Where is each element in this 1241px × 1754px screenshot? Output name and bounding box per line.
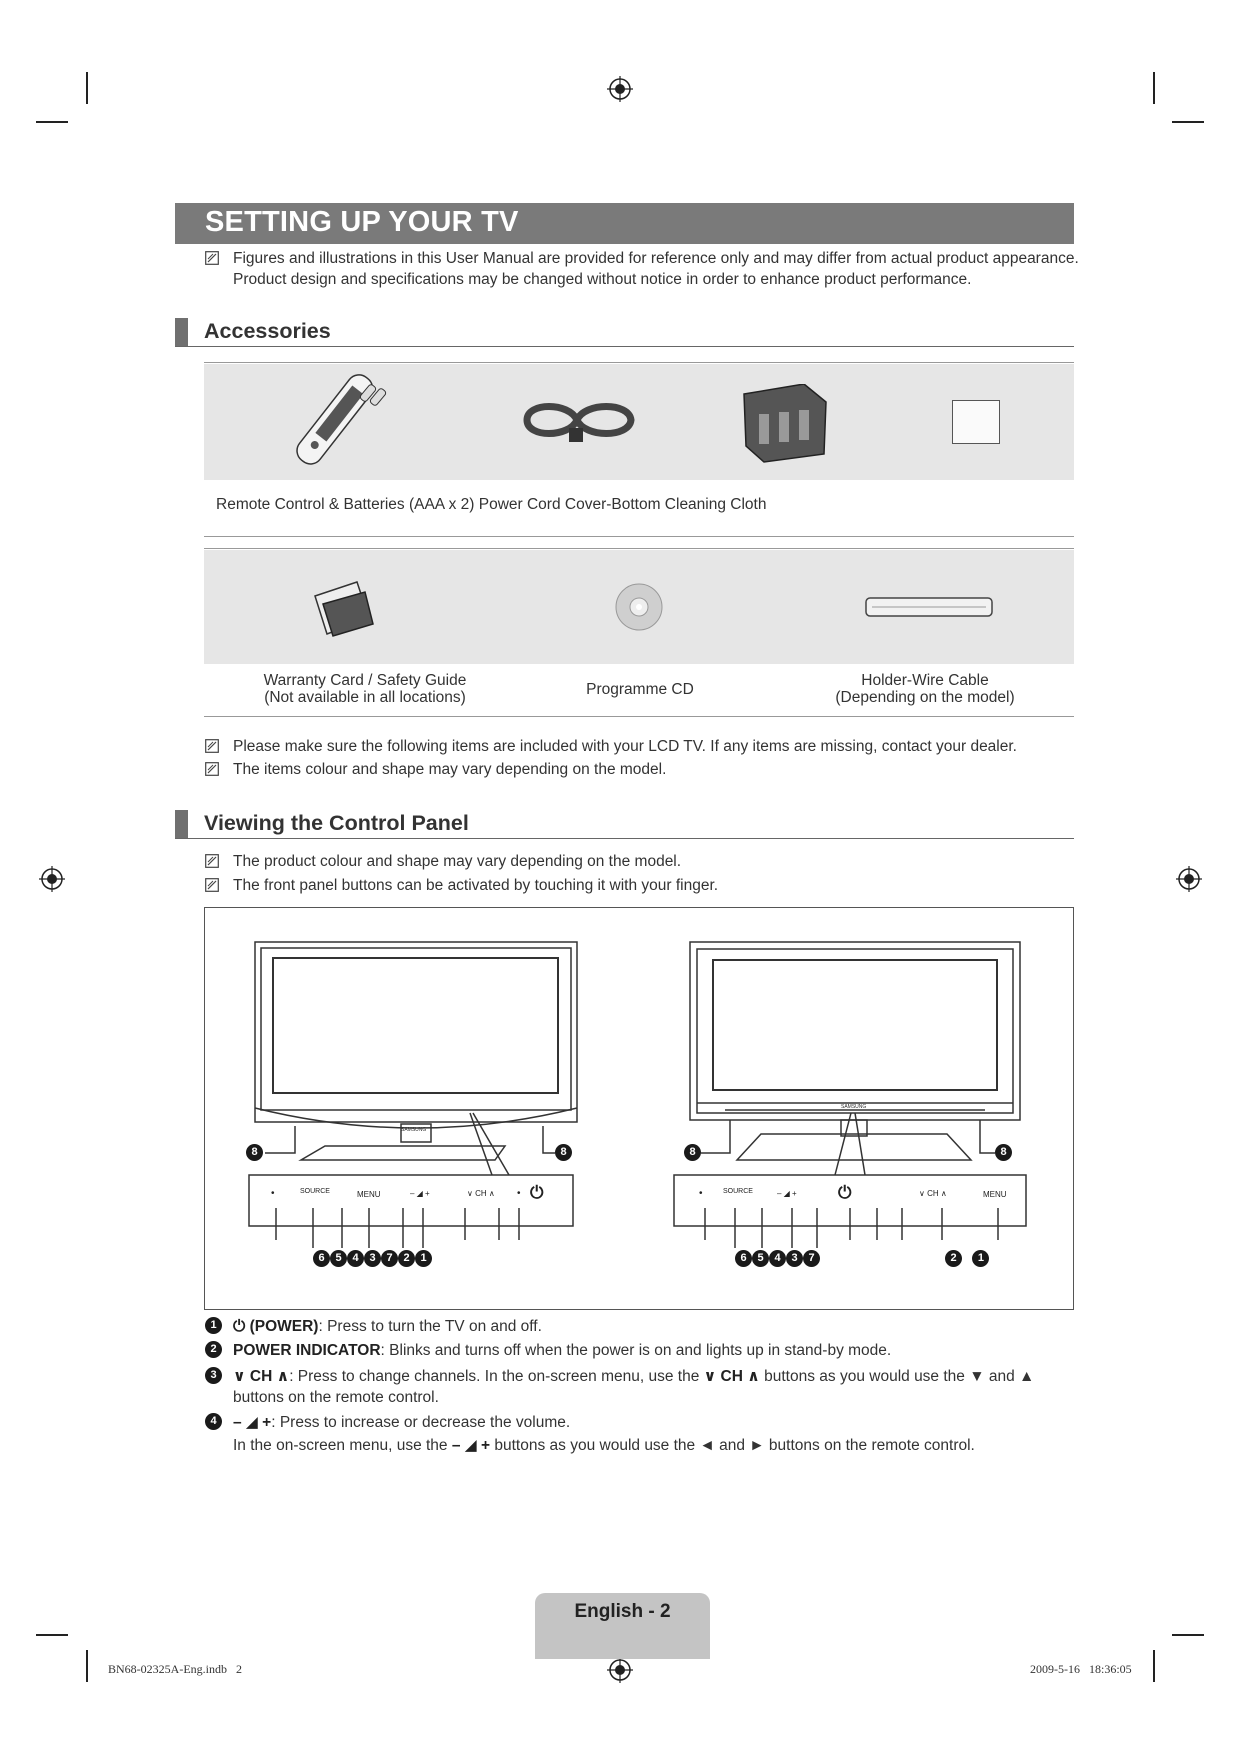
intro-note-line1: Figures and illustrations in this User Manual are provided for reference only and may differ from actual product appearance. [233, 250, 1079, 267]
left-volume-label: – ◢ + [410, 1189, 430, 1198]
right-menu-label: MENU [983, 1190, 1007, 1199]
divider [204, 362, 1074, 363]
heading-bar [175, 318, 188, 346]
item-label: ∨ CH ∧ [233, 1368, 290, 1385]
accessories-note-text: Please make sure the following items are included with your LCD TV. If any items are missing, contact your dealer. [233, 738, 1017, 755]
crop-mark [1153, 72, 1155, 104]
accessories-note-text: The items colour and shape may vary depending on the model. [233, 761, 667, 778]
callout-number: 5 [752, 1250, 769, 1267]
crop-mark [86, 1650, 88, 1682]
callout-number: 6 [735, 1250, 752, 1267]
brand-logo-left: SAMSUNG [401, 1127, 427, 1133]
intro-note-line2: Product design and specifications may be changed without notice in order to enhance product performance. [233, 271, 972, 288]
item-line2 [233, 1435, 975, 1456]
registration-mark-icon [1176, 866, 1202, 892]
holder-wire-line1: Holder-Wire Cable [861, 672, 989, 689]
accessories-image-row-2 [204, 550, 1074, 664]
programme-cd-caption [540, 681, 740, 698]
note-icon [205, 251, 219, 265]
right-source-label: SOURCE [723, 1188, 753, 1195]
holder-wire-line2: (Depending on the model) [835, 689, 1015, 706]
control-panel-note-text: The front panel buttons can be activated by touching it with your finger. [233, 877, 719, 894]
left-source-label: SOURCE [300, 1188, 330, 1195]
page-title: SETTING UP YOUR TV [205, 206, 519, 238]
item-label-inline: – ◢ + [451, 1437, 491, 1454]
registration-mark-icon [607, 76, 633, 102]
accessories-title: Accessories [204, 319, 331, 343]
item-description-cont: buttons as you would use the ▼ and ▲ [759, 1368, 1035, 1385]
item-label: POWER INDICATOR [233, 1342, 381, 1359]
item-description: : Press to turn the TV on and off. [318, 1318, 542, 1335]
callout-number: 3 [364, 1250, 381, 1267]
file-slug: BN68-02325A-Eng.indb 2 [108, 1662, 242, 1676]
warranty-card-icon [309, 578, 379, 638]
item-number: 2 [205, 1341, 222, 1358]
right-dot-label: • [699, 1188, 703, 1199]
callout-number: 1 [972, 1250, 989, 1267]
callout-8: 8 [995, 1144, 1012, 1161]
brand-logo-right: SAMSUNG [841, 1104, 867, 1110]
page-title-banner [175, 203, 1074, 244]
item-description: : Press to increase or decrease the volume. [271, 1414, 571, 1431]
callout-number: 5 [330, 1250, 347, 1267]
accessories-heading [175, 318, 1074, 347]
item-line2-start: In the on-screen menu, use the [233, 1437, 452, 1454]
divider [204, 716, 1074, 717]
note-icon [205, 854, 219, 868]
right-volume-label: – ◢ + [777, 1189, 797, 1198]
crop-mark [36, 121, 68, 123]
crop-mark [1172, 1634, 1204, 1636]
callout-8: 8 [555, 1144, 572, 1161]
callout-number: 7 [803, 1250, 820, 1267]
item-label: – ◢ + [233, 1414, 272, 1431]
callout-number: 2 [398, 1250, 415, 1267]
control-panel-note-text: The product colour and shape may vary depending on the model. [233, 853, 682, 870]
warranty-card-caption [240, 672, 490, 706]
crop-mark [86, 72, 88, 104]
registration-mark-icon [39, 866, 65, 892]
item-description: : Press to change channels. In the on-screen menu, use the [289, 1368, 704, 1385]
right-callout-group-a [735, 1248, 820, 1267]
item-label: (POWER) [249, 1318, 319, 1335]
divider [204, 548, 1074, 549]
cover-bottom-icon [734, 384, 834, 464]
item-label-inline: ∨ CH ∧ [703, 1368, 760, 1385]
crop-mark [1172, 121, 1204, 123]
control-panel-diagram [204, 907, 1074, 1310]
crop-mark [36, 1634, 68, 1636]
accessories-row1-caption: Remote Control & Batteries (AAA x 2) Power Cord Cover-Bottom Cleaning Cloth [216, 496, 767, 513]
page-number-tab [535, 1593, 710, 1659]
left-callout-group [313, 1248, 432, 1267]
warranty-card-line2: (Not available in all locations) [264, 689, 466, 706]
cleaning-cloth-icon [952, 400, 1000, 444]
crop-mark [1153, 1650, 1155, 1682]
item-number: 1 [205, 1317, 222, 1334]
control-panel-title: Viewing the Control Panel [204, 811, 469, 835]
programme-cd-icon [614, 582, 664, 632]
holder-wire-caption [810, 672, 1040, 706]
callout-8: 8 [684, 1144, 701, 1161]
right-channel-label: ∨ CH ∧ [919, 1189, 947, 1198]
power-cord-icon [519, 392, 639, 447]
right-callout-group-b [945, 1248, 989, 1267]
item-text [233, 1412, 570, 1433]
left-dot-label: • [271, 1188, 275, 1199]
note-icon [205, 739, 219, 753]
page-number: English - 2 [574, 1601, 671, 1622]
warranty-card-line1: Warranty Card / Safety Guide [263, 672, 467, 689]
left-dot-label-2: • [517, 1188, 521, 1199]
remote-control-icon [284, 372, 394, 472]
callout-number: 1 [415, 1250, 432, 1267]
callout-number: 6 [313, 1250, 330, 1267]
registration-mark-icon [607, 1657, 633, 1683]
programme-cd-line1: Programme CD [586, 681, 694, 698]
item-text [233, 1316, 542, 1337]
accessories-image-row-1 [204, 364, 1074, 480]
callout-number: 7 [381, 1250, 398, 1267]
callout-number: 3 [786, 1250, 803, 1267]
left-channel-label: ∨ CH ∧ [467, 1189, 495, 1198]
item-line2-end: buttons as you would use the ◄ and ► buttons on the remote control. [490, 1437, 975, 1454]
power-icon: ⏻ [233, 1318, 246, 1335]
left-menu-label: MENU [357, 1190, 381, 1199]
item-number: 4 [205, 1413, 222, 1430]
control-panel-heading [175, 810, 1074, 839]
item-line2: buttons on the remote control. [233, 1389, 439, 1406]
heading-bar [175, 810, 188, 838]
note-icon [205, 878, 219, 892]
callout-number: 2 [945, 1250, 962, 1267]
item-description: : Blinks and turns off when the power is on and lights up in stand-by mode. [380, 1342, 892, 1359]
holder-wire-cable-icon [864, 594, 994, 620]
callout-8: 8 [246, 1144, 263, 1161]
note-icon [205, 762, 219, 776]
callout-number: 4 [769, 1250, 786, 1267]
divider [204, 536, 1074, 537]
right-power-icon: ⏻ [838, 1183, 852, 1202]
item-text [233, 1340, 891, 1361]
left-power-icon: ⏻ [530, 1183, 544, 1202]
timestamp-slug: 2009-5-16 18:36:05 [1030, 1662, 1132, 1676]
item-text [233, 1366, 1034, 1387]
item-number: 3 [205, 1367, 222, 1384]
callout-number: 4 [347, 1250, 364, 1267]
